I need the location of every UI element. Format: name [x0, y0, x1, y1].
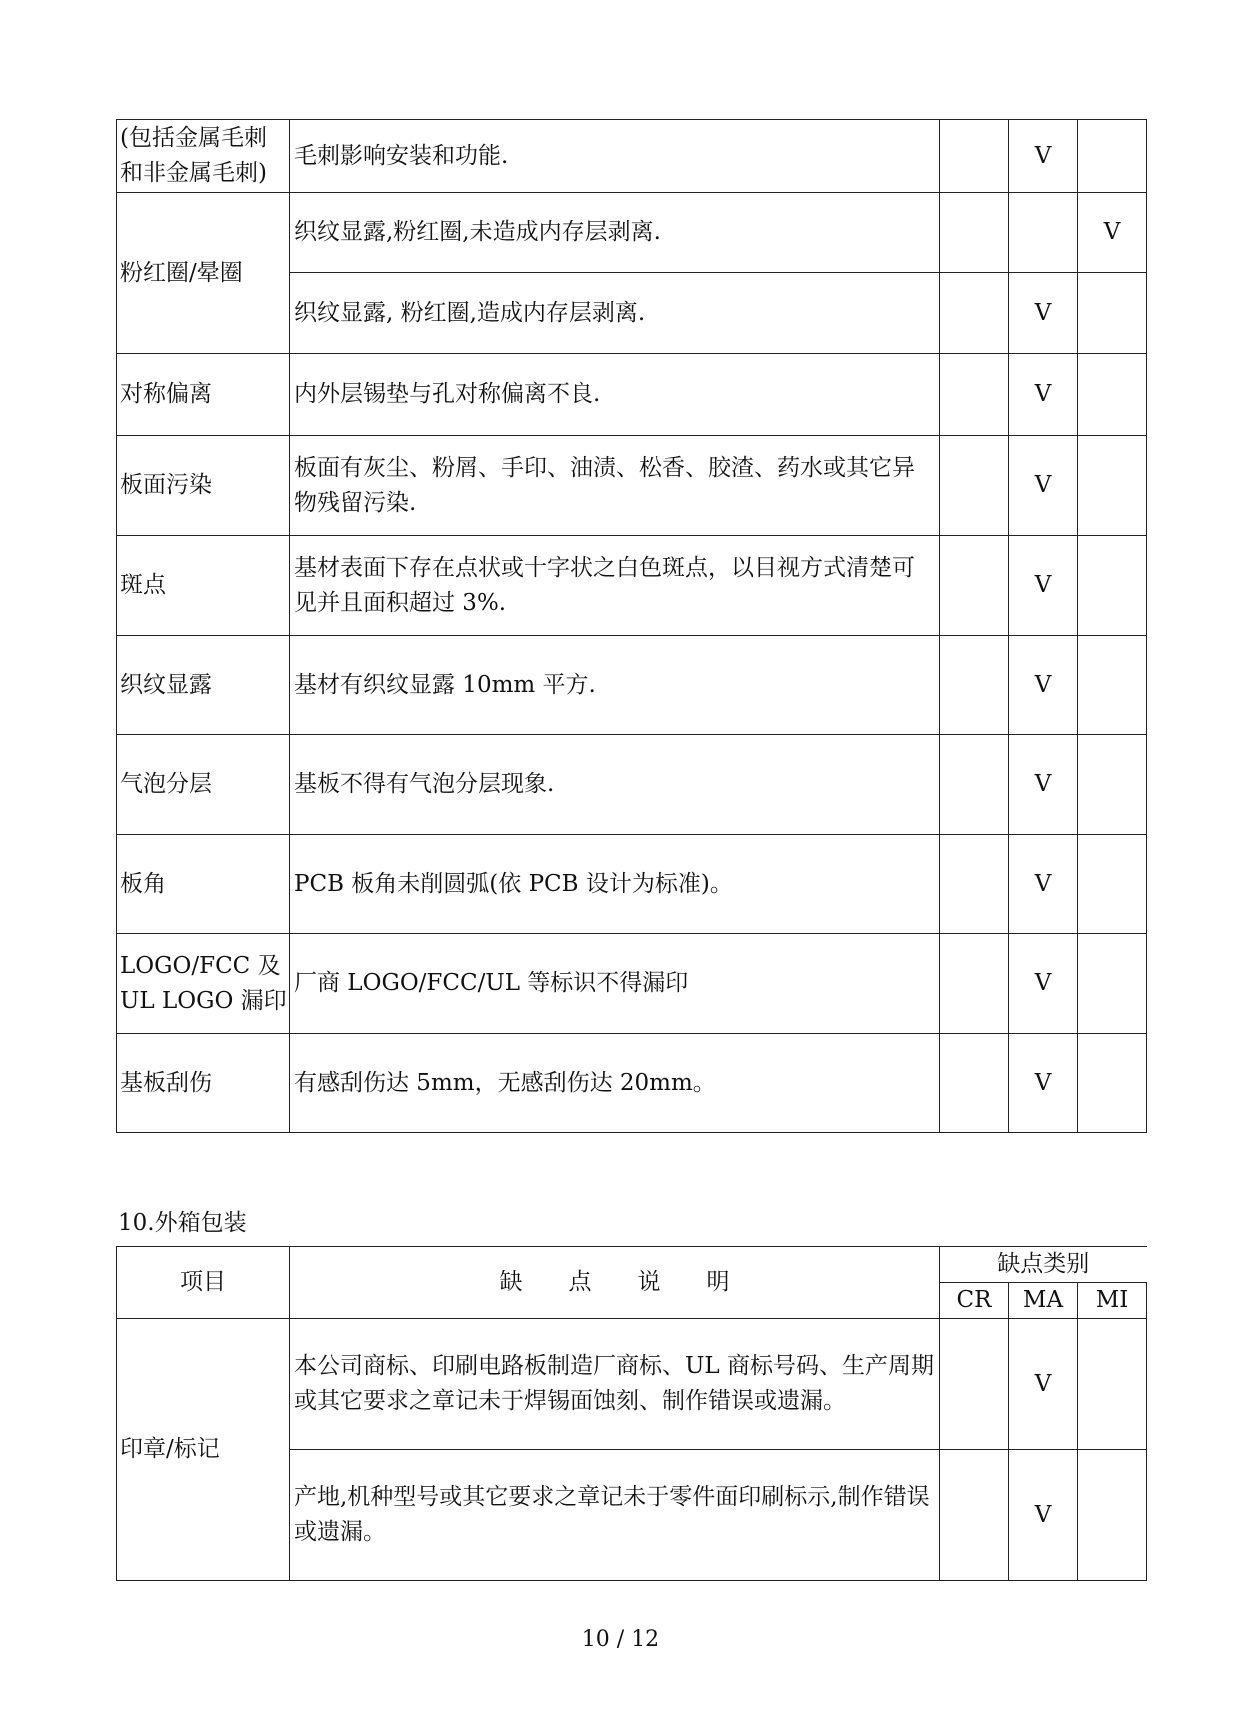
item-cell: 织纹显露 [117, 636, 290, 735]
item-cell: (包括金属毛刺和非金属毛刺) [117, 120, 290, 193]
description-cell: 基材表面下存在点状或十字状之白色斑点，以目视方式清楚可见并且面积超过 3%. [290, 536, 940, 636]
ma-mark: V [1009, 735, 1078, 835]
item-cell: 印章/标记 [117, 1319, 290, 1581]
item-cell: 基板刮伤 [117, 1034, 290, 1133]
table-row [117, 835, 1147, 934]
item-cell: 板角 [117, 835, 290, 934]
ma-mark [1009, 193, 1078, 273]
description-cell: 有感刮伤达 5mm，无感刮伤达 20mm。 [290, 1034, 940, 1133]
mi-mark [1078, 835, 1147, 934]
item-cell: 气泡分层 [117, 735, 290, 835]
header-description: 缺 点 说 明 [290, 1247, 940, 1319]
cr-mark [940, 120, 1009, 193]
mi-mark [1078, 273, 1147, 354]
ma-mark: V [1009, 273, 1078, 354]
cr-mark [940, 1034, 1009, 1133]
table-row [117, 636, 1147, 735]
cr-mark [940, 1450, 1009, 1581]
table-row [117, 536, 1147, 636]
table-row [117, 354, 1147, 436]
ma-mark: V [1009, 1319, 1078, 1450]
item-cell: 斑点 [117, 536, 290, 636]
ma-mark: V [1009, 835, 1078, 934]
description-cell: 产地,机种型号或其它要求之章记未于零件面印刷标示,制作错误或遗漏。 [290, 1450, 940, 1581]
cr-mark [940, 735, 1009, 835]
header-category: 缺点类别 [940, 1247, 1147, 1283]
mi-mark [1078, 934, 1147, 1034]
header-item: 项目 [117, 1247, 290, 1319]
ma-mark: V [1009, 354, 1078, 436]
table-row [117, 120, 1147, 193]
mi-mark [1078, 1034, 1147, 1133]
header-cr: CR [940, 1283, 1009, 1319]
header-row [117, 1247, 1147, 1283]
description-cell: 本公司商标、印刷电路板制造厂商标、UL 商标号码、生产周期或其它要求之章记未于焊锡面蚀刻、制作错误或遗漏。 [290, 1319, 940, 1450]
table-row [117, 735, 1147, 835]
description-cell: 毛刺影响安装和功能. [290, 120, 940, 193]
section-title: 10.外箱包装 [118, 1210, 247, 1236]
mi-mark: V [1078, 193, 1147, 273]
description-cell: 基材有织纹显露 10mm 平方. [290, 636, 940, 735]
ma-mark: V [1009, 1450, 1078, 1581]
table-row [117, 1319, 1147, 1450]
cr-mark [940, 835, 1009, 934]
mi-mark [1078, 735, 1147, 835]
ma-mark: V [1009, 436, 1078, 536]
item-cell: LOGO/FCC 及 UL LOGO 漏印 [117, 934, 290, 1034]
header-ma: MA [1009, 1283, 1078, 1319]
cr-mark [940, 193, 1009, 273]
table-row [117, 436, 1147, 536]
item-cell: 板面污染 [117, 436, 290, 536]
cr-mark [940, 273, 1009, 354]
cr-mark [940, 636, 1009, 735]
defect-table-2 [116, 1246, 1147, 1581]
page-number: 10 / 12 [581, 1627, 660, 1652]
defect-table-1 [116, 119, 1147, 1133]
table-row [117, 1034, 1147, 1133]
mi-mark [1078, 120, 1147, 193]
item-cell: 对称偏离 [117, 354, 290, 436]
ma-mark: V [1009, 536, 1078, 636]
table-row [117, 193, 1147, 273]
mi-mark [1078, 1450, 1147, 1581]
mi-mark [1078, 436, 1147, 536]
cr-mark [940, 1319, 1009, 1450]
description-cell: 板面有灰尘、粉屑、手印、油渍、松香、胶渣、药水或其它异物残留污染. [290, 436, 940, 536]
ma-mark: V [1009, 120, 1078, 193]
header-mi: MI [1078, 1283, 1147, 1319]
mi-mark [1078, 354, 1147, 436]
ma-mark: V [1009, 1034, 1078, 1133]
description-cell: 基板不得有气泡分层现象. [290, 735, 940, 835]
ma-mark: V [1009, 636, 1078, 735]
cr-mark [940, 934, 1009, 1034]
description-cell: 织纹显露,粉红圈,未造成内存层剥离. [290, 193, 940, 273]
mi-mark [1078, 636, 1147, 735]
cr-mark [940, 536, 1009, 636]
ma-mark: V [1009, 934, 1078, 1034]
table-row [117, 934, 1147, 1034]
mi-mark [1078, 536, 1147, 636]
cr-mark [940, 436, 1009, 536]
cr-mark [940, 354, 1009, 436]
description-cell: 织纹显露, 粉红圈,造成内存层剥离. [290, 273, 940, 354]
description-cell: PCB 板角未削圆弧(依 PCB 设计为标准)。 [290, 835, 940, 934]
item-cell: 粉红圈/晕圈 [117, 193, 290, 354]
description-cell: 厂商 LOGO/FCC/UL 等标识不得漏印 [290, 934, 940, 1034]
description-cell: 内外层锡垫与孔对称偏离不良. [290, 354, 940, 436]
mi-mark [1078, 1319, 1147, 1450]
